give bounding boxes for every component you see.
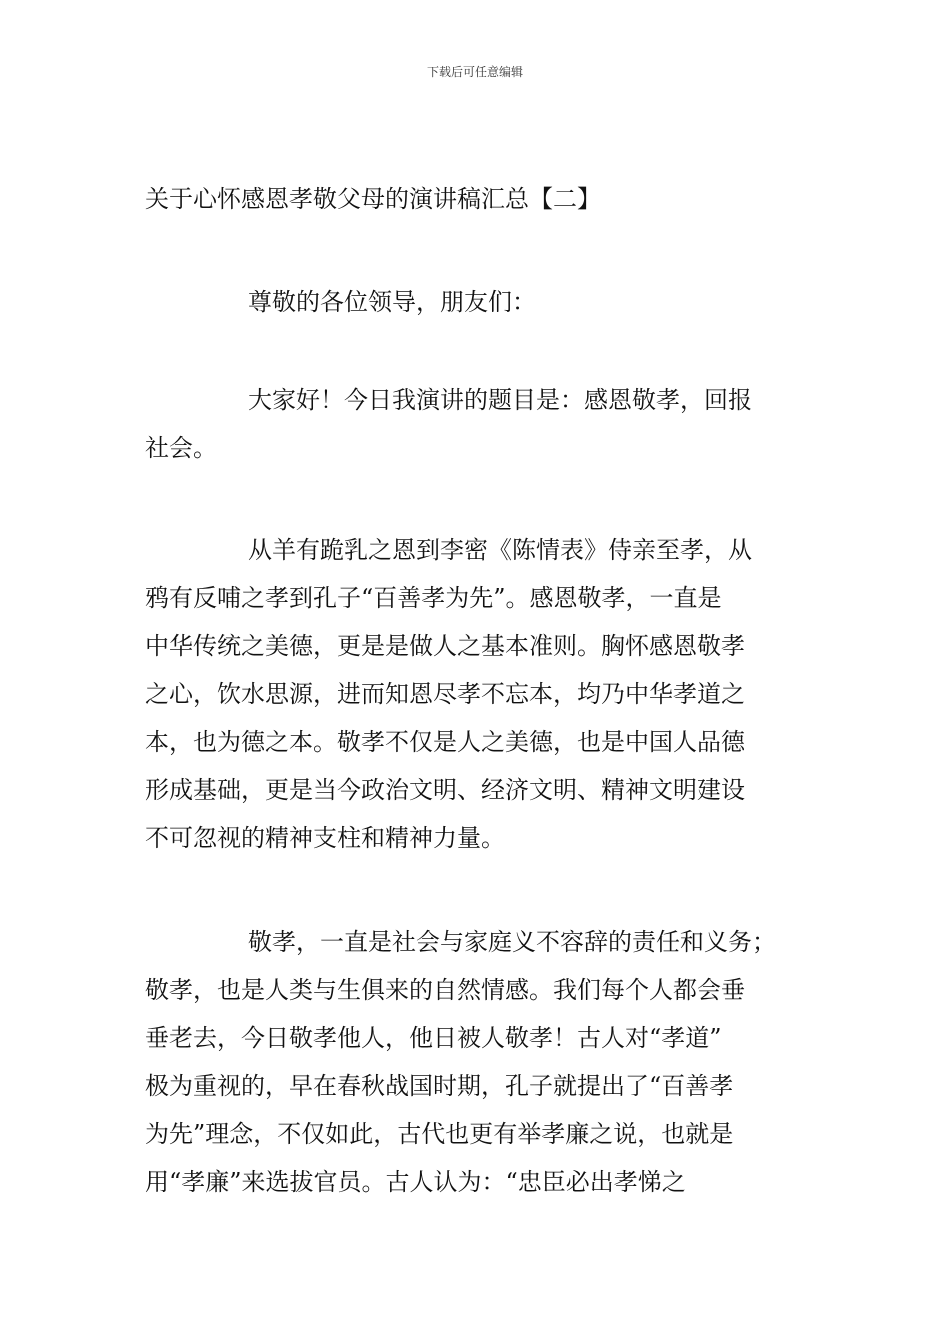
paragraph-line: 不可忽视的精神支柱和精神力量。 [145,824,505,852]
paragraph-line: 极为重视的，早在春秋战国时期，孔子就提出了“百善孝 [145,1072,734,1100]
paragraph-line: 垂老去，今日敬孝他人，他日被人敬孝！古人对“孝道” [145,1024,722,1052]
body-paragraph-3 [145,918,865,1206]
paragraph-line: 社会。 [145,434,217,462]
paragraph-line: 用“孝廉”来选拔官员。古人认为：“忠臣必出孝悌之 [145,1168,686,1196]
paragraph-line: 本，也为德之本。敬孝不仅是人之美德，也是中国人品德 [145,728,745,756]
body-paragraph-1 [145,376,865,472]
body-paragraph-2 [145,526,865,862]
paragraph-line: 敬孝，也是人类与生俱来的自然情感。我们每个人都会垂 [145,976,745,1004]
document-title: 关于心怀感恩孝敬父母的演讲稿汇总【二】 [145,185,601,213]
paragraph-line: 为先”理念，不仅如此，古代也更有举孝廉之说，也就是 [145,1120,734,1148]
page-header: 下载后可任意编辑 [426,65,523,79]
salutation-line: 尊敬的各位领导，朋友们： [248,288,536,316]
paragraph-line: 大家好！今日我演讲的题目是：感恩敬孝，回报 [248,386,752,414]
paragraph-line: 形成基础，更是当今政治文明、经济文明、精神文明建设 [145,776,745,804]
paragraph-line: 鸦有反哺之孝到孔子“百善孝为先”。感恩敬孝，一直是 [145,584,722,612]
paragraph-line: 之心，饮水思源，进而知恩尽孝不忘本，均乃中华孝道之 [145,680,745,708]
paragraph-line: 中华传统之美德，更是是做人之基本准则。胸怀感恩敬孝 [145,632,745,660]
paragraph-line: 从羊有跪乳之恩到李密《陈情表》侍亲至孝，从 [248,536,752,564]
salutation-paragraph [145,278,865,326]
paragraph-line: 敬孝，一直是社会与家庭义不容辞的责任和义务； [248,928,776,956]
